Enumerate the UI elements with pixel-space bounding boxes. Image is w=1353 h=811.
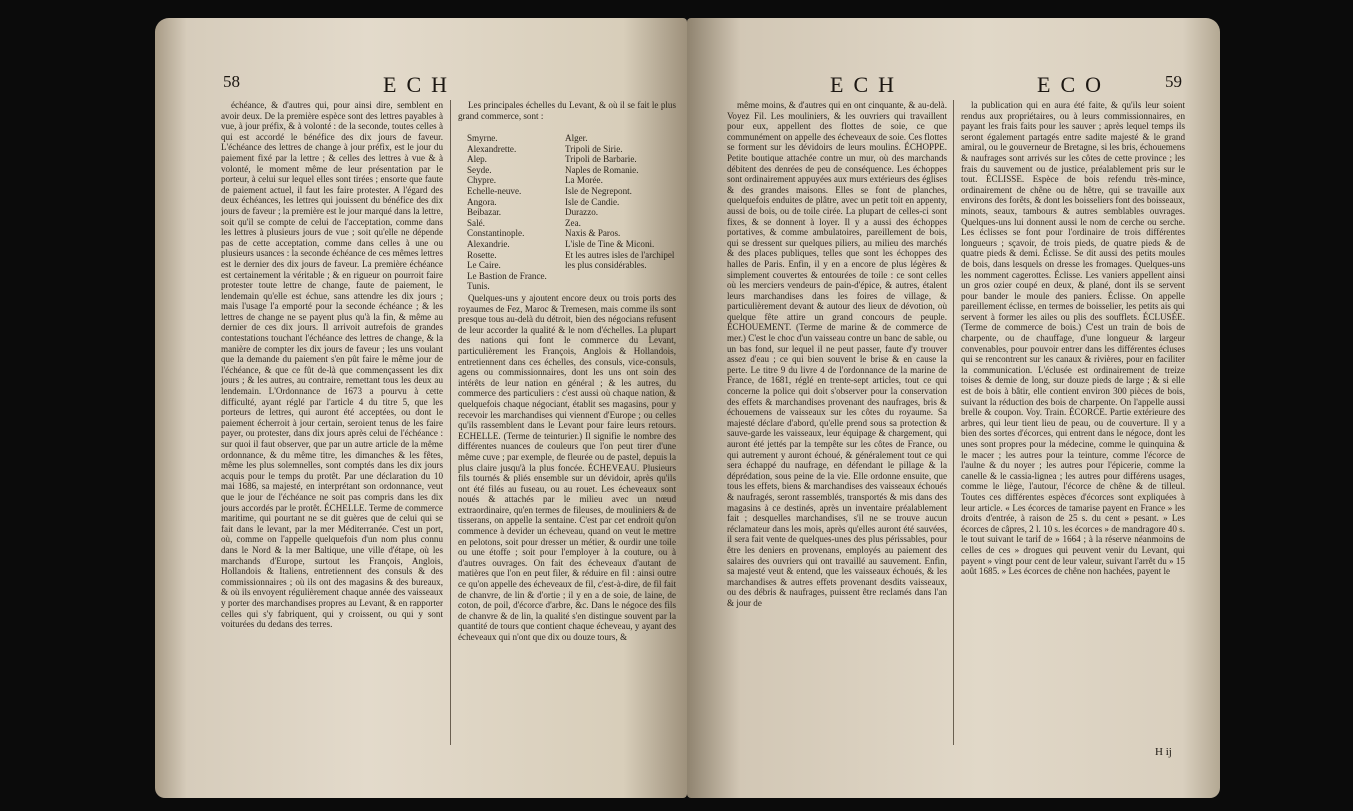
city: Chypre. bbox=[467, 175, 497, 186]
open-book bbox=[155, 18, 1220, 798]
column-divider bbox=[450, 100, 451, 745]
city: Zea. bbox=[565, 217, 581, 228]
city: Smyrne. bbox=[467, 133, 498, 143]
city: La Morée. bbox=[565, 175, 603, 186]
left-column-1 bbox=[221, 100, 443, 750]
city: Le Bastion de France. bbox=[467, 270, 547, 281]
city: Et les autres isles de l'archipel les plus considérables. bbox=[565, 249, 675, 271]
cities-list-a bbox=[467, 133, 547, 292]
city: Isle de Negrepont. bbox=[565, 185, 632, 196]
city: Naples de Romanie. bbox=[565, 164, 639, 175]
signature-mark: H ij bbox=[1155, 746, 1172, 758]
left-page bbox=[155, 18, 687, 798]
column-text: la publication qui en aura été faite, & qu'ils leur soient rendus aux propriétaires, ou à leurs commissionnaires, en payant les frais faits pour les sauver ; après lequel temps ils seront également partagés entre sadite majesté & le grand amiral, ou le gouverneur de Bretagne, si les bris, échouemens & naufrages sont arrivés sur les côtes de cette province ; les frais du sauvement ou de justice, préalablement pris sur le tout. ÉCLISSE. Espèce de bois refendu très-mince, ordinairement de chêne ou de hêtre, qui se travaille aux environs des forêts, & dont les boisseliers font des boisseaux, minots, seaux, tambours & autres semblables ouvrages. Quelques-uns lui donnent aussi le nom de cerche ou serche. Les éclisses se font pour l'ordinaire de trois différentes longueurs ; sçavoir, de trois pieds, de quatre pieds & de quatre pieds & demi. Éclisse. Se dit aussi des petits moules de bois, dans lesquels on dresse les fromages. Quelques-uns les nomment cagerottes. Éclisse. Les vaniers appellent ainsi un gros ozier coupé en deux, & plané, dont ils se servent pour bander le moule des paniers. Éclisse. On appelle pareillement éclisse, en termes de boisselier, les petits ais qui servent à former les ailes ou plis des soufflets. ÉCLUSÉE. (Terme de commerce de bois.) C'est un train de bois de charpente, ou de chauffage, d'une longueur & largeur convenables, pour pouvoir entrer dans les différentes écluses qui se rencontrent sur les canaux & rivières, pour en faciliter la communication. L'éclusée est ordinairement de treize toises & demie de long, sur douze pieds de large ; & si elle est de bois à bâtir, elle contient environ 300 pièces de bois, suivant la réduction des bois de charpente. On l'appelle aussi brelle & coupon. Voy. Train. ÉCORCE. Partie extérieure des arbres, qui leur tient lieu de peau, ou de couverture. Il y a bien des sortes d'écorces, qui entrent dans le négoce, dont les unes sont propres pour la médecine, comme le quinquina & le macer ; les autres pour la teinture, comme l'écorce de l'aulne & du noyer ; les autres pour l'épicerie, comme la canelle & le cassia-lignea ; les autres pour différens usages, comme le liège, l'autour, l'écorce de chêne & de tilleul. Toutes ces différentes espèces d'écorces sont expliquées à leur article. « Les écorces de tamarise payent en France » les droits d'entrée, à raison de 25 s. du cent » pesant. » Les écorces de câpres, 2 l. 10 s. les écorces » de mandragore 40 s. le tout suivant le tarif de » 1664 ; à la réserve néanmoins de celles de ces » drogues qui peuvent venir du Levant, qui payent » vingt pour cent de leur valeur, suivant l'arrêt du » 15 août 1685. » Les écorces de chêne non hachées, payent le bbox=[961, 100, 1185, 577]
city: Naxis & Paros. bbox=[565, 228, 621, 239]
city: Alexandrie. bbox=[467, 238, 510, 249]
column-text: même moins, & d'autres qui en ont cinquante, & au-delà. Voyez Fil. Les mouliniers, & les ouvriers qui travaillent pour eux, appellent des flottes de soie, ce que communément on appelle des écheveaux de soie. Ces flottes se forment sur les dévidoirs de leurs moulins. ÉCHOPPE. Petite boutique attachée contre un mur, où des marchands débitent des denrées de peu de conséquence. Les échoppes sont ordinairement appuyées aux murs extérieurs des églises & des grandes maisons. Elles se font de planches, quelquefois enduites de plâtre, avec un petit toit en appenty, aussi de bois, ou de toile cirée. La plupart de celles-ci sont fixes, & se donnent à loyer. Il y a aussi des échoppes portatives, & comme ambulatoires, pareillement de bois, qui se dressent sur quelques piliers, au milieu des marchés & des places publiques, telles que sont les échoppes des halles de Paris. Enfin, il y en a encore de plus légères & simplement couvertes & entourées de toile : ce sont celles où les merciers vendeurs de pain-d'épice, & autres, étalent leurs marchandises dans les foires de village, & particulièrement devant & autour des lieux de dévotion, où quelque fête attire un grand concours de peuple. ÉCHOUEMENT. (Terme de marine & de commerce de mer.) C'est le choc d'un vaisseau contre un banc de sable, ou un bas fond, sur lequel il ne peut passer, faute d'y trouver assez d'eau ; ce qui bien souvent le brise & en cause la perte. Le titre 9 du livre 4 de l'ordonnance de la marine de France, de 1681, réglé en trente-sept articles, tout ce qui concerne la police qui doit s'observer pour la conservation des effets & marchandises provenant des naufrages, bris & échouemens de vaisseaux sur les côtes du royaume. Sa majesté déclare d'abord, qu'elle prend sous sa protection & sauve-garde les vaisseaux, leur équipage & chargement, qui auront été jettés par la tempête sur les côtes de France, ou qui autrement y auront échoué, & généralement tout ce qui sera échappé du naufrage, en défendant le pillage & la déprédation, sous peine de la vie. Elle ordonne ensuite, que tous les effets, biens & marchandises des vaisseaux échoués & naufragés, seront rassemblés, transportés & mis dans des magasins à ce destinés, après un inventaire préalablement fait ; desquelles marchandises, s'il ne se trouve aucun réclamateur dans les mois, après qu'elles auront été sauvées, il sera fait vente de quelques-unes des plus périssables, pour être les deniers en provenans, employés au paiement des salaires des ouvriers qui ont travaillé au sauvement. Enfin, sa majesté veut & entend, que les vaisseaux échoués, & les marchandises & autres effets provenant desdits vaisseaux, ou des débris & naufrages, puissent être reclamés dans l'an & jour de bbox=[727, 100, 947, 608]
running-head-left: ECH bbox=[830, 72, 904, 97]
city: Angora. bbox=[467, 196, 497, 207]
column-divider bbox=[953, 100, 954, 745]
city: Constantinople. bbox=[467, 228, 525, 239]
city: Durazzo. bbox=[565, 207, 599, 218]
right-page bbox=[687, 18, 1220, 798]
city: Echelle-neuve. bbox=[467, 185, 522, 196]
page-number: 58 bbox=[223, 72, 240, 91]
city: Rosette. bbox=[467, 249, 497, 260]
right-column-1 bbox=[727, 100, 947, 750]
city: Alexandrette. bbox=[467, 143, 517, 154]
city: Salé. bbox=[467, 217, 485, 228]
left-column-2-intro bbox=[458, 100, 676, 130]
running-head-right: ECO bbox=[1037, 72, 1111, 97]
city: Tripoli de Sirie. bbox=[565, 143, 623, 154]
city: Alger. bbox=[565, 133, 588, 143]
city: Beibazar. bbox=[467, 207, 502, 218]
city: Alep. bbox=[467, 154, 487, 165]
right-column-2 bbox=[961, 100, 1185, 740]
city: Tripoli de Barbarie. bbox=[565, 154, 637, 165]
city: Isle de Candie. bbox=[565, 196, 620, 207]
city: Seyde. bbox=[467, 164, 492, 175]
city: Le Caire. bbox=[467, 260, 501, 271]
column-text: échéance, & d'autres qui, pour ainsi dire, semblent en avoir deux. De la première espèce sont des lettres payables à vue, à jour préfix, & à volonté : de la seconde, toutes celles à qui est accordé le bénéfice des dix jours de faveur. L'échéance des lettres de change à jour préfix, est le jour du paiement fixé par la lettre ; & celles des lettres à vue & à volonté, le moment même de leur présentation par le porteur, à celui sur lequel elles sont tirées ; ensorte que faute de paiement actuel, il faut les faire protester. A l'égard des deux échéances, les lettres qui jouissent du bénéfice des dix jours de faveur ; la première est le jour marqué dans la lettre, soit qu'il se compte de celui de l'acceptation, comme dans les lettres à plusieurs jours de vue ; soit qu'elle ne dépende pas de cette acceptation, comme dans celles à une ou plusieurs usances : la seconde échéance de ces mêmes lettres est le dernier des dix jours de faveur. La première échéance est certainement la véritable ; & en rigueur on pourroit faire protester toute lettre de change, faute de paiement, le lendemain qu'elle est échue, sans attendre les dix jours ; mais l'usage l'a emporté pour la seconde échéance ; & les lettres de change ne se payent plus qu'à la fin, & même au dernier de ces dix jours. Il arrivoit autrefois de grandes contestations touchant l'échéance des lettres de change, & la manière de compter les dix jours de faveur ; les uns voulant que la demande du paiement s'en pût faire le même jour de l'échéance, & que ce fût de-là que commençassent les dix jours ; & les autres, au contraire, remettant tous les deux au lendemain. L'Ordonnance de 1673 a pourvu à cette difficulté, ayant réglé par l'article 4 du titre 5, que les porteurs de lettres, qui auront été acceptées, ou dont le paiement écherroit à jour certain, seroient tenus de les faire payer, ou protester, dans dix jours après celui de l'échéance : sur quoi il faut observer, que par un autre article de la même ordonnance, & du même titre, les dimanches & les fêtes, même les plus solemnelles, sont comptés dans les dix jours acquis pour le temps du protêt. Par une déclaration du 10 mai 1686, sa majesté, en interprétant son ordonnance, veut que le jour de l'échéance ne soit pas compris dans les dix jours accordés par le protêt. ÉCHELLE. Terme de commerce maritime, qui pourtant ne se dit guères que de celui qui se fait dans le levant, par la mer Méditerranée. C'est un port, où, comme on l'appelle quelquefois d'un nom plus connu dans le Nord & la mer Baltique, une ville d'étape, où les marchands d'Europe, surtout les François, Anglois, Hollandois & Italiens, entretiennent des consuls & des commissionnaires ; où ils ont des magasins & des bureaux, & où ils envoyent régulièrement chaque année des vaisseaux y porter des marchandises propres au Levant, & en rapporter celles qui s'y fabriquent, qui y croissent, ou qui y sont voiturées du dedans des terres. bbox=[221, 100, 443, 630]
running-head: ECH bbox=[383, 72, 457, 97]
city: L'isle de Tine & Miconi. bbox=[565, 238, 655, 249]
cities-list-b bbox=[565, 133, 680, 271]
city: Tunis. bbox=[467, 281, 490, 292]
column-text: Les principales échelles du Levant, & où il se fait le plus grand commerce, sont : bbox=[458, 100, 676, 121]
left-column-2 bbox=[458, 293, 676, 750]
column-text: Quelques-uns y ajoutent encore deux ou trois ports des royaumes de Fez, Maroc & Tremesen, mais comme ils sont presque tous au-delà du détroit, bien des négocians refusent de leur accorder la qualité & le nom d'échelles. La plupart des nations qui font le commerce du Levant, particulièrement les François, Anglois & Hollandois, entretiennent dans ces échelles, des consuls, vice-consuls, agens ou commissionnaires, dont les uns ont soin des intérêts de leur nation en général ; & les autres, du commerce des particuliers : c'est aussi où chaque nation, & quelquefois chaque négociant, établit ses magasins, pour y recevoir les marchandises qui viennent d'Europe ; ou celles qu'ils rassemblent dans le Levant pour faire leurs retours. ECHELLE. (Terme de teinturier.) Il signifie le nombre des différentes nuances de couleurs que l'on peut tirer d'une même cuve ; par exemple, de fleurée ou de pastel, depuis la plus claire jusqu'à la plus foncée. ÉCHEVEAU. Plusieurs fils tournés & pliés ensemble sur un dévidoir, après qu'ils ont été filés au fuseau, ou au rouet. Les écheveaux sont noués & attachés par le milieu avec un nœud extraordinaire, qu'en termes de fileuses, de mouliniers & de tisserans, on appelle la sentaine. C'est par cet endroit qu'on commence à devider un écheveau, quand on veut le mettre en pelotons, soit pour dresser un métier, & ourdir une toile ou une étoffe ; soit pour l'employer à la couture, ou à d'autres ouvrages. On fait des écheveaux d'autant de matières que l'on en peut filer, & réduire en fil : ainsi outre ce qu'on appelle des écheveaux de fil, c'est-à-dire, de fil fait de chanvre, de lin & d'ortie ; il y en a de soie, de laine, de coton, de poil, d'écorce d'arbre, &c. Dans le négoce des fils de chanvre & de lin, la qualité s'en distingue souvent par la quantité de tours que contient chaque écheveau, y ayant des écheveaux qui n'ont que dix ou douze tours, & bbox=[458, 293, 676, 642]
page-number: 59 bbox=[1165, 72, 1182, 91]
